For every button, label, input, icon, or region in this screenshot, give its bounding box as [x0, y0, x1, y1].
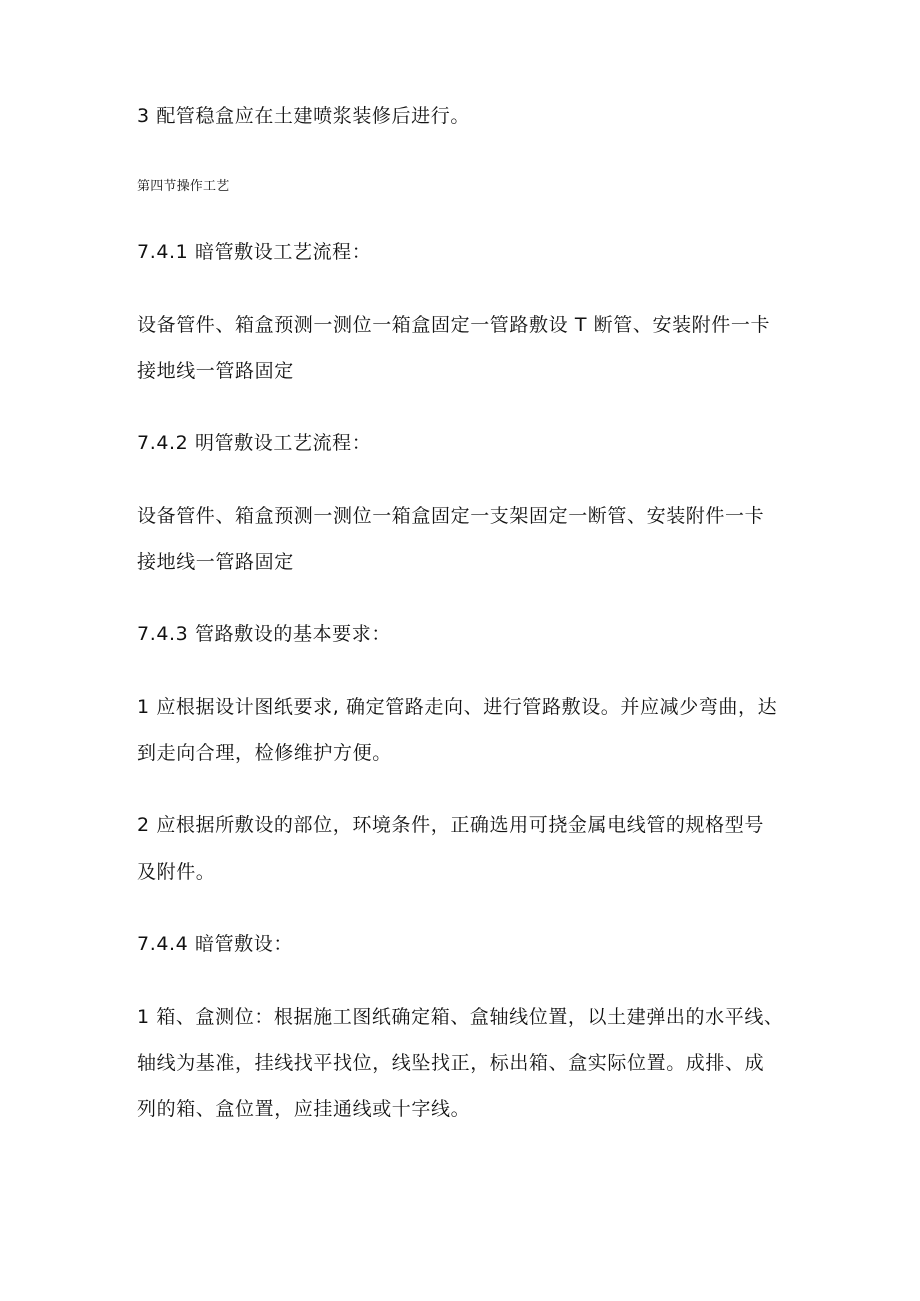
heading-7-4-4: 7.4.4 暗管敷设： — [137, 933, 293, 955]
section-title: 第四节操作工艺 — [137, 179, 230, 194]
flow-1-line-2: 接地线一管路固定 — [137, 360, 294, 382]
paragraph-3-line: 3 配管稳盒应在土建喷浆装修后进行。 — [137, 105, 470, 127]
heading-7-4-3: 7.4.3 管路敷设的基本要求： — [137, 623, 391, 645]
requirement-2-line-2: 及附件。 — [137, 861, 216, 883]
flow-2-line-1: 设备管件、箱盒预测一测位一箱盒固定一支架固定一断管、安装附件一卡 — [137, 505, 765, 527]
requirement-1-line-2: 到走向合理，检修维护方便。 — [137, 742, 392, 764]
item-1-line-1: 1 箱、盒测位：根据施工图纸确定箱、盒轴线位置，以土建弹出的水平线、 — [137, 1006, 784, 1028]
flow-2-line-2: 接地线一管路固定 — [137, 551, 294, 573]
item-1-line-3: 列的箱、盒位置，应挂通线或十字线。 — [137, 1098, 471, 1120]
item-1-line-2: 轴线为基准，挂线找平找位，线坠找正，标出箱、盒实际位置。成排、成 — [137, 1052, 765, 1074]
flow-1-line-1: 设备管件、箱盒预测一测位一箱盒固定一管路敷设 T 断管、安装附件一卡 — [137, 314, 771, 336]
requirement-2-line-1: 2 应根据所敷设的部位，环境条件，正确选用可挠金属电线管的规格型号 — [137, 814, 764, 836]
heading-7-4-2: 7.4.2 明管敷设工艺流程： — [137, 432, 372, 454]
requirement-1-line-1: 1 应根据设计图纸要求, 确定管路走向、进行管路敷设。并应减少弯曲，达 — [137, 696, 778, 718]
heading-7-4-1: 7.4.1 暗管敷设工艺流程： — [137, 241, 372, 263]
